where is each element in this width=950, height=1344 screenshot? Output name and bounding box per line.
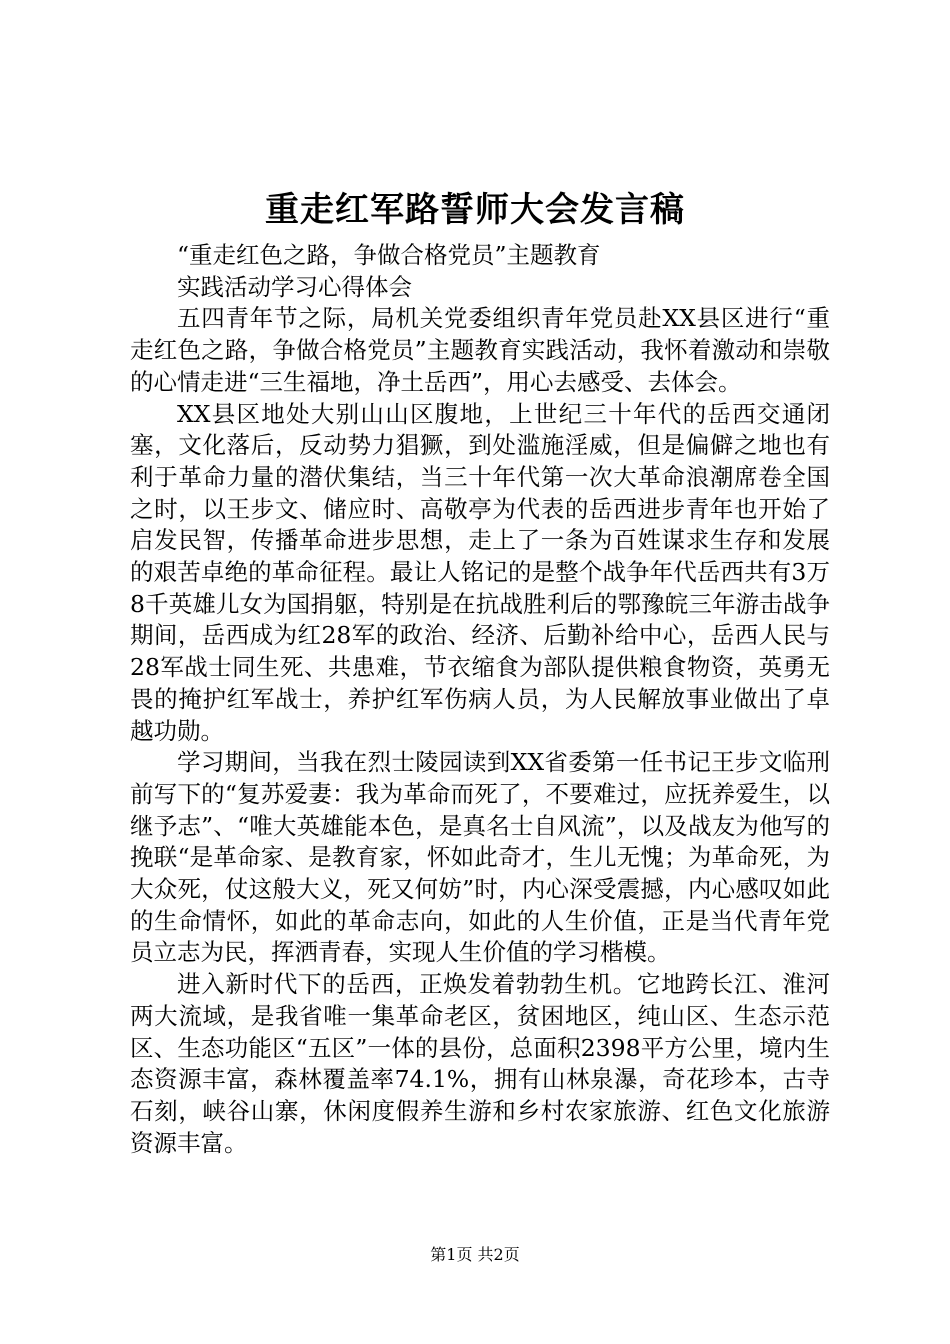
page-number-footer: 第1页 共2页 xyxy=(430,1245,520,1264)
paragraph-subtitle-line-1: “重走红色之路，争做合格党员”主题教育 xyxy=(177,241,601,269)
paragraph-subtitle-line-2: 实践活动学习心得体会 xyxy=(177,272,412,301)
paragraph-history: XX县区地处大别山山区腹地，上世纪三十年代的岳西交通闭塞，文化落后，反动势力猖獗，到处滥施淫威，但是偏僻之地也有利于革命力量的潜伏集结，当三十年代第一次大革命浪潮席卷全国之时，以王步文、储应时、高敬亭为代表的岳西进步青年也开始了启发民智，传播革命进步思想，走上了一条为百姓谋求生存和发展的艰苦卓绝的革命征程。最让人铭记的是整个战争年代岳西共有3万8千英雄儿女为国捐躯，特别是在抗战胜利后的鄂豫皖三年游击战争期间，岳西成为红28军的政治、经济、后勤补给中心，岳西人民与28军战士同生死、共患难，节衣缩食为部队提供粮食物资，英勇无畏的掩护红军战士，养护红军伤病人员，为人民解放事业做出了卓越功勋。 xyxy=(130,399,830,745)
paragraph-study: 学习期间，当我在烈士陵园读到XX省委第一任书记王步文临刑前写下的“复苏爱妻：我为革命而死了，不要难过，应抚养爱生，以继予志”、“唯大英雄能本色，是真名士自风流”，以及战友为他写的挽联“是革命家、是教育家，怀如此奇才，生儿无愧；为革命死，为大众死，仗这般大义，死又何妨”时，内心深受震撼，内心感叹如此的生命情怀，如此的革命志向，如此的人生价值，正是当代青年党员立志为民，挥洒青春，实现人生价值的学习楷模。 xyxy=(130,748,830,967)
paragraph-new-era: 进入新时代下的岳西，正焕发着勃勃生机。它地跨长江、淮河两大流域，是我省唯一集革命老区，贫困地区，纯山区、生态示范区、生态功能区“五区”一体的县份，总面积2398平方公里，境内生态资源丰富，森林覆盖率74.1%，拥有山林泉瀑，奇花珍本，古寺石刻，峡谷山寨，休闲度假养生游和乡村农家旅游、红色文化旅游资源丰富。 xyxy=(130,970,830,1157)
paragraph-intro: 五四青年节之际，局机关党委组织青年党员赴XX县区进行“重走红色之路，争做合格党员”主题教育实践活动，我怀着激动和崇敬的心情走进“三生福地，净土岳西”，用心去感受、去体会。 xyxy=(130,304,830,396)
document-title: 重走红军路誓师大会发言稿 xyxy=(265,190,685,230)
document-body xyxy=(130,240,830,1159)
